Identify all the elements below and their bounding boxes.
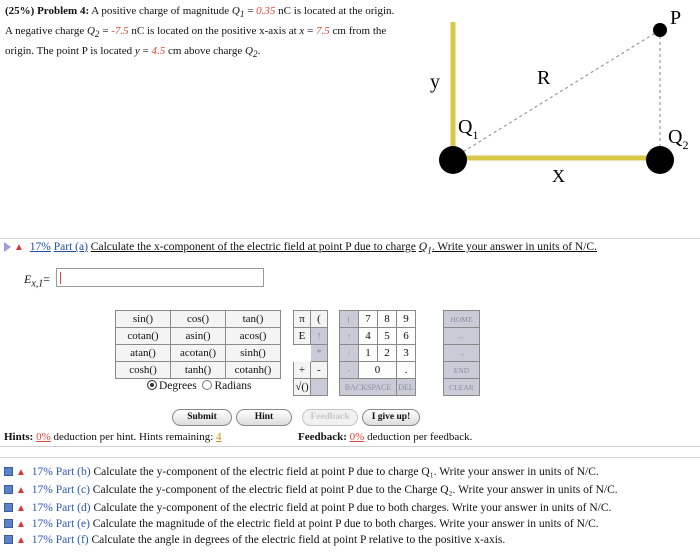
edit-icon [4,503,13,512]
part-f-row[interactable]: ▲ 17% Part (f) Calculate the angle in degrees of the electric field at point P relative to the positive x-axis. [4,534,505,546]
point-p-dot [653,23,667,37]
key-0[interactable]: 0 [359,362,397,379]
x-value: 7.5 [316,25,330,38]
key-4[interactable]: 4 [359,328,378,345]
warning-icon: ▲ [16,466,26,478]
key-blank [294,345,311,362]
key-power[interactable]: ↑ [311,328,328,345]
key-8[interactable]: 8 [378,311,397,328]
key-right[interactable]: → [444,345,480,362]
key-3[interactable]: 3 [397,345,416,362]
y-value: 4.5 [151,45,166,58]
key-backspace[interactable]: BACKSPACE [340,379,397,396]
key-sqrt[interactable]: √() [294,379,311,396]
give-up-button[interactable]: I give up! [362,409,420,426]
key-minus[interactable]: - [311,362,328,379]
key-e[interactable]: E [294,328,311,345]
part-b-row[interactable]: ▲ 17% Part (b) Calculate the y-component of the electric field at point P due to charge Q₁. Write your answer in units of N/C. [4,466,599,478]
answer-label: $E_{x,1}=$ [24,272,51,290]
warning-icon: ▲ [16,518,26,530]
key-2[interactable]: 2 [378,345,397,362]
key-1[interactable]: 1 [359,345,378,362]
feedback-button[interactable]: Feedback [302,409,358,426]
problem-line-3: origin. The point P is located y = 4.5 cm above charge $Q_2$. [5,45,261,60]
radians-radio[interactable] [202,380,212,390]
key-multiply[interactable]: * [311,345,328,362]
feedback-info: Feedback: 0% deduction per feedback. [298,431,473,443]
key-clear[interactable]: CLEAR [444,379,480,396]
part-e-row[interactable]: ▲ 17% Part (e) Calculate the magnitude of the electric field at point P due to both charges. Write your answer in units of N/C. [4,518,599,530]
function-keypad [115,310,281,379]
r-dashed-line [453,30,660,158]
label-p: P [670,7,682,29]
edit-icon [4,519,13,528]
nav-keypad [443,310,480,396]
label-q2: $Q_2$ [668,126,689,152]
part-a-header[interactable]: ▲ 17% Part (a) Calculate the x-component of the electric field at point P due to charge $Q_1$. Write your answer in units of N/C. [4,241,597,256]
charge-q1-dot [439,146,467,174]
warning-icon: ▲ [16,484,26,496]
key-end[interactable]: END [444,362,480,379]
problem-line-1: (25%) Problem 4: A positive charge of magnitude $Q_1 = 0.35$ nC is located at the origin. [5,5,395,20]
key-sinh[interactable]: sinh() [226,345,281,362]
key-tanh[interactable]: tanh() [171,362,226,379]
key-tan[interactable]: tan() [226,311,281,328]
key-cotan[interactable]: cotan() [116,328,171,345]
label-q1: $Q_1$ [458,116,479,142]
label-r: R [537,67,551,89]
number-keypad [339,310,416,396]
key-left[interactable]: ← [444,328,480,345]
edit-icon [4,535,13,544]
key-del[interactable]: DEL [397,379,416,396]
answer-input[interactable] [56,268,264,287]
submit-button[interactable]: Submit [172,409,232,426]
key-blank-2 [311,379,328,396]
divider [0,446,700,447]
key-atan[interactable]: atan() [116,345,171,362]
hints-info: Hints: 0% deduction per hint. Hints remaining: 4 [4,431,222,443]
degrees-radio[interactable] [147,380,157,390]
hint-button[interactable]: Hint [236,409,292,426]
edit-icon [4,467,13,476]
key-acotan[interactable]: acotan() [171,345,226,362]
expand-triangle-icon[interactable] [4,242,11,252]
problem-line-2: A negative charge $Q_2 = -7.5$ nC is located on the positive x-axis at x = 7.5 cm from the [5,25,387,40]
warning-icon: ▲ [16,534,26,546]
charge-diagram [0,0,700,240]
label-y: y [430,71,440,93]
q1-value: 0.35 [256,5,276,17]
key-open-paren[interactable]: ( [311,311,328,328]
key-up[interactable]: ↑ [340,328,359,345]
key-cosh[interactable]: cosh() [116,362,171,379]
part-d-row[interactable]: ▲ 17% Part (d) Calculate the y-component of the electric field at point P due to both charges. Write your answer in units of N/C. [4,502,611,514]
key-acos[interactable]: acos() [226,328,281,345]
text-caret [60,272,61,284]
key-sin[interactable]: sin() [116,311,171,328]
key-divide[interactable]: / [340,345,359,362]
key-neg[interactable]: - [340,362,359,379]
key-cos[interactable]: cos() [171,311,226,328]
warning-icon: ▲ [14,241,24,253]
key-asin[interactable]: asin() [171,328,226,345]
key-close-paren[interactable]: ( [340,311,359,328]
key-plus[interactable]: + [294,362,311,379]
part-c-row[interactable]: ▲ 17% Part (c) Calculate the y-component of the electric field at point P due to the Charge Q₂. Write your answer in units of N/C. [4,484,618,496]
key-9[interactable]: 9 [397,311,416,328]
key-dot[interactable]: . [397,362,416,379]
key-cotanh[interactable]: cotanh() [226,362,281,379]
symbol-keypad [293,310,328,396]
edit-icon [4,485,13,494]
warning-icon: ▲ [16,502,26,514]
q2-value: -7.5 [111,25,129,38]
charge-q2-dot [646,146,674,174]
key-home[interactable]: HOME [444,311,480,328]
key-pi[interactable]: π [294,311,311,328]
label-x: X [552,166,565,186]
key-5[interactable]: 5 [378,328,397,345]
angle-mode: Degrees Radians [147,380,252,392]
key-7[interactable]: 7 [359,311,378,328]
key-6[interactable]: 6 [397,328,416,345]
